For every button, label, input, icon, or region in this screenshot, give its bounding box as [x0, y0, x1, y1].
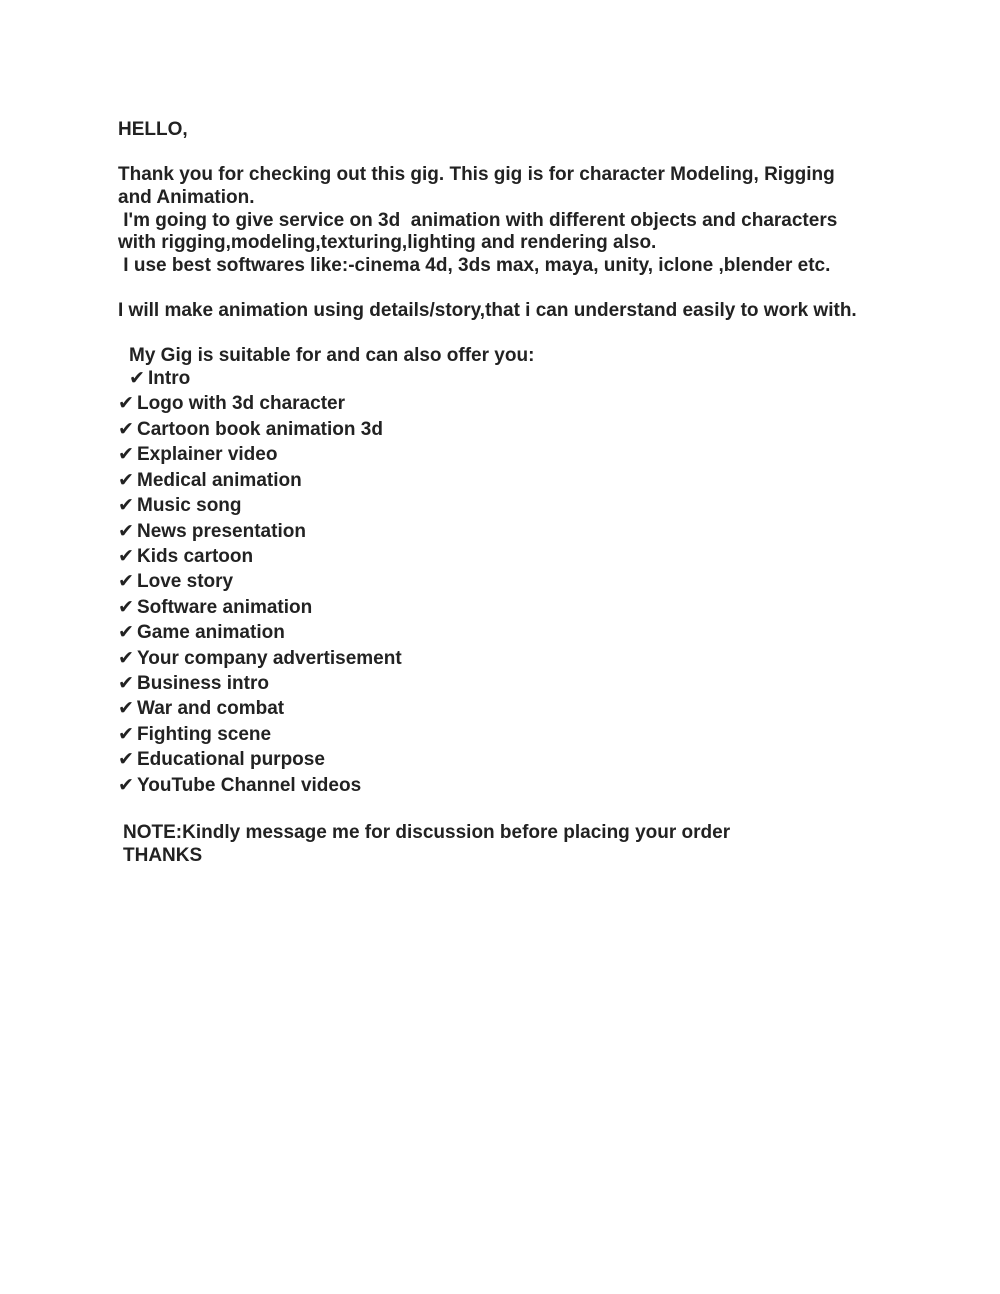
offer-item — [118, 747, 325, 772]
offer-item — [118, 620, 285, 645]
checkmark-icon: ✔ — [118, 443, 134, 465]
offer-item-label: Love story — [137, 571, 234, 592]
closing-line: THANKS — [123, 845, 203, 866]
offer-item — [118, 646, 402, 671]
intro-line-2: and Animation. — [118, 187, 255, 208]
note-line: NOTE:Kindly message me for discussion before placing your order — [123, 822, 731, 843]
offer-item-label: Music song — [137, 495, 242, 516]
offer-item — [118, 391, 345, 416]
offer-item-label: Software animation — [137, 597, 313, 618]
checkmark-icon: ✔ — [118, 494, 134, 516]
checkmark-icon: ✔ — [118, 723, 134, 745]
service-line-2: with rigging,modeling,texturing,lighting and rendering also. — [118, 232, 657, 253]
checkmark-icon: ✔ — [118, 672, 134, 694]
software-line: I use best softwares like:-cinema 4d, 3ds max, maya, unity, iclone ,blender etc. — [118, 255, 831, 276]
offer-item-label: YouTube Channel videos — [137, 775, 362, 796]
checkmark-icon: ✔ — [118, 621, 134, 643]
greeting: HELLO, — [118, 119, 188, 140]
offer-item — [118, 417, 383, 442]
offer-item-label: Educational purpose — [137, 749, 325, 770]
offer-item — [118, 544, 253, 569]
story-line: I will make animation using details/story,that i can understand easily to work with. — [118, 300, 857, 321]
offer-item-label: War and combat — [137, 698, 285, 719]
checkmark-icon: ✔ — [118, 570, 134, 592]
offer-item — [118, 595, 312, 620]
offer-item — [118, 493, 242, 518]
offer-item — [118, 696, 284, 721]
offer-item-label: Medical animation — [137, 470, 302, 491]
checkmark-icon: ✔ — [118, 697, 134, 719]
checkmark-icon: ✔ — [118, 774, 134, 796]
offer-item-label: Explainer video — [137, 444, 278, 465]
offer-item — [118, 569, 233, 594]
offer-item — [118, 519, 306, 544]
offer-item — [118, 442, 277, 467]
offer-item-label: Fighting scene — [137, 724, 272, 745]
checkmark-icon: ✔ — [118, 392, 134, 414]
checkmark-icon: ✔ — [118, 469, 134, 491]
offer-heading: My Gig is suitable for and can also offer you: — [129, 345, 535, 366]
checkmark-icon: ✔ — [118, 545, 134, 567]
offer-item-label: Business intro — [137, 673, 269, 694]
offer-item-label: Intro — [148, 368, 191, 389]
checkmark-icon: ✔ — [118, 647, 134, 669]
checkmark-icon: ✔ — [118, 596, 134, 618]
checkmark-icon: ✔ — [118, 418, 134, 440]
offer-item-label: Cartoon book animation 3d — [137, 419, 383, 440]
checkmark-icon: ✔ — [118, 748, 134, 770]
offer-item — [118, 773, 361, 798]
offer-item-label: Game animation — [137, 622, 285, 643]
offer-item-label: Your company advertisement — [137, 648, 402, 669]
checkmark-icon: ✔ — [118, 520, 134, 542]
service-line-1: I'm going to give service on 3d animation with different objects and characters — [118, 210, 838, 231]
intro-line-1: Thank you for checking out this gig. This gig is for character Modeling, Rigging — [118, 164, 835, 185]
offer-item — [118, 722, 271, 747]
offer-item — [118, 468, 302, 493]
offer-item-label: Logo with 3d character — [137, 393, 345, 414]
offer-item-label: News presentation — [137, 521, 306, 542]
offer-item-label: Kids cartoon — [137, 546, 254, 567]
checkmark-icon: ✔ — [129, 367, 145, 389]
offer-item — [118, 671, 269, 696]
offer-item — [129, 366, 190, 391]
